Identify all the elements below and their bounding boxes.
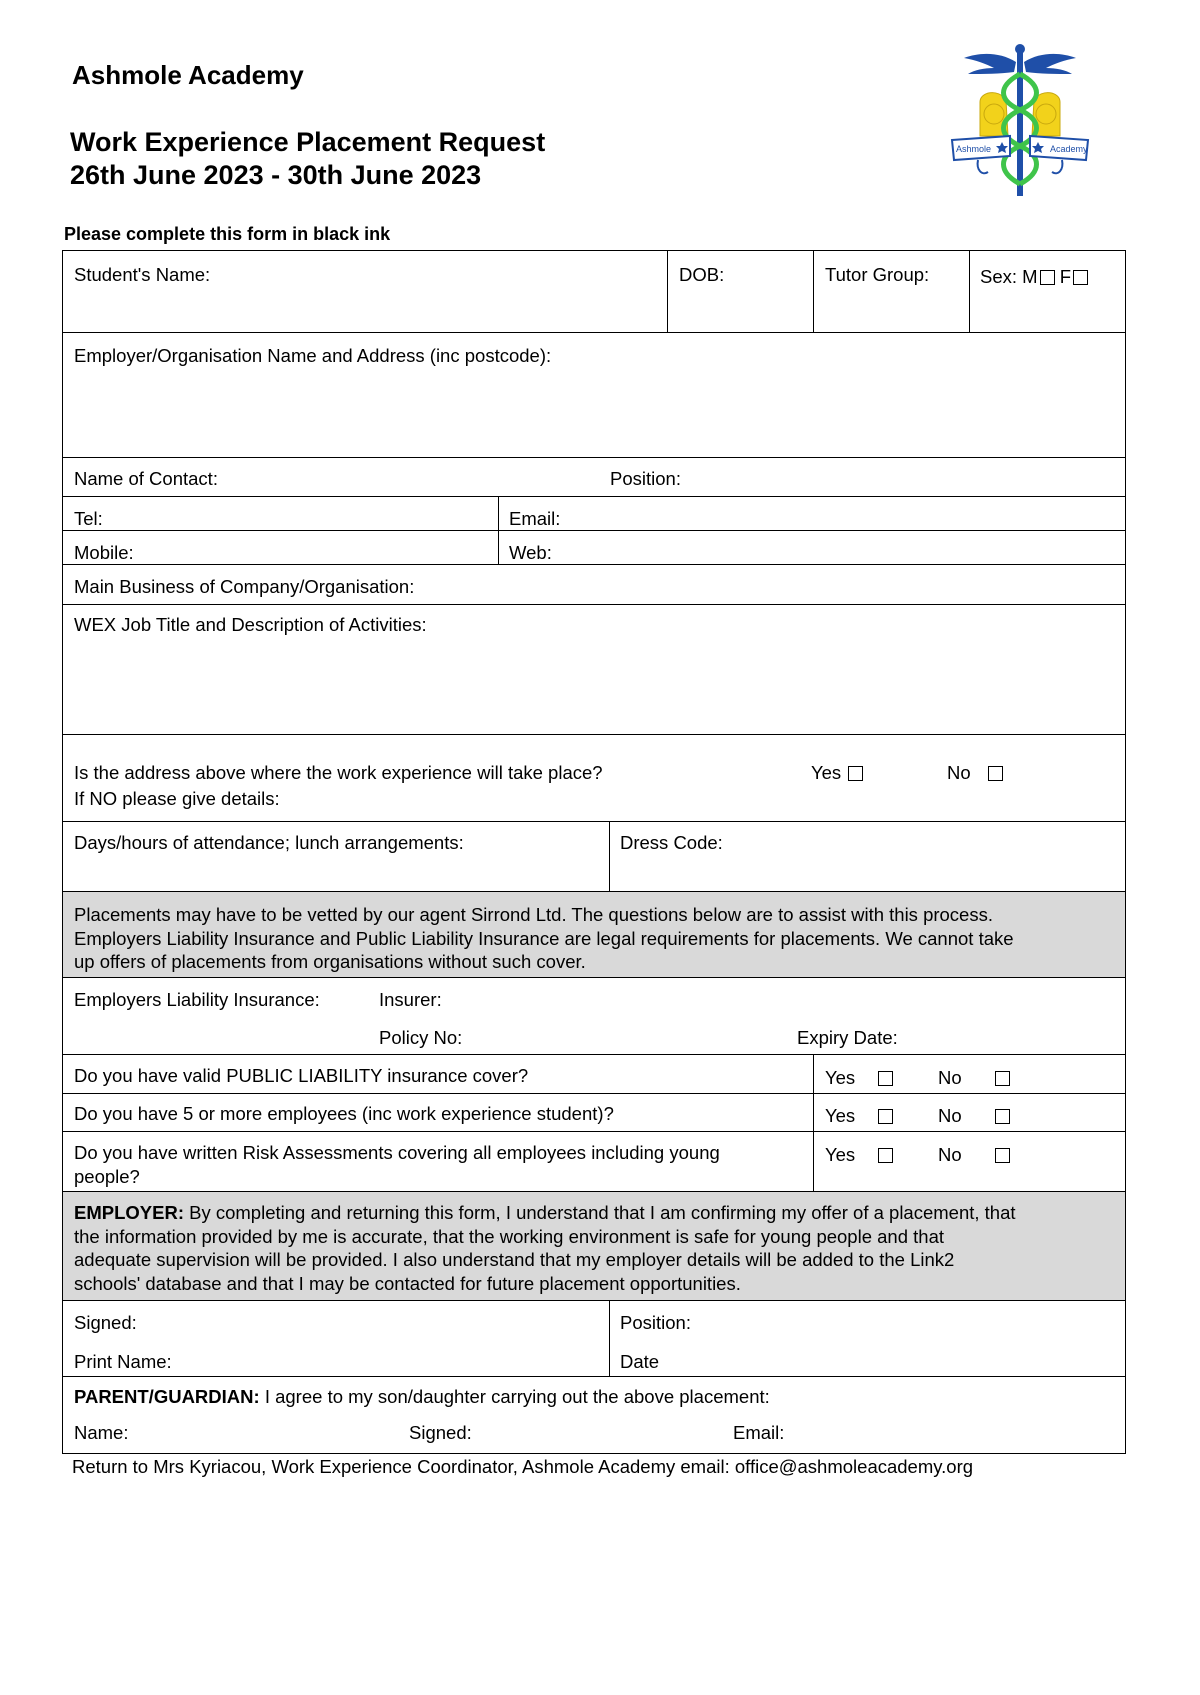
col-divider bbox=[813, 251, 814, 332]
placement-form bbox=[62, 250, 1126, 1454]
parent-lead: PARENT/GUARDIAN: bbox=[74, 1386, 260, 1407]
sex-f-label: F bbox=[1059, 266, 1072, 287]
shield-boss-left bbox=[984, 104, 1004, 124]
risk-assessment-question bbox=[74, 1141, 720, 1188]
caduceus-crest-icon bbox=[950, 44, 1090, 199]
employer-address-label: Employer/Organisation Name and Address (inc postcode): bbox=[74, 345, 552, 366]
col-divider bbox=[667, 251, 668, 332]
instruction: Please complete this form in black ink bbox=[64, 224, 391, 244]
declaration-line: schools' database and that I may be contacted for future placement opportunities. bbox=[74, 1272, 741, 1294]
yes-label: Yes bbox=[825, 1144, 856, 1165]
q3-no bbox=[938, 1143, 1010, 1166]
row-divider bbox=[63, 734, 1125, 735]
insurer-label: Insurer: bbox=[379, 989, 442, 1010]
q3-no-checkbox[interactable] bbox=[995, 1148, 1010, 1163]
declaration-lead: EMPLOYER: bbox=[74, 1202, 184, 1223]
row-divider bbox=[63, 1131, 1125, 1132]
question-line: people? bbox=[74, 1165, 140, 1187]
row-divider bbox=[63, 1054, 1125, 1055]
job-description-label: WEX Job Title and Description of Activities: bbox=[74, 614, 427, 635]
sex-field bbox=[980, 265, 1088, 288]
col-divider bbox=[609, 1300, 610, 1376]
address-no bbox=[947, 761, 1003, 784]
no-label: No bbox=[938, 1067, 962, 1088]
tutor-group-label: Tutor Group: bbox=[825, 264, 930, 285]
vetting-line: up offers of placements from organisations without such cover. bbox=[74, 951, 586, 972]
date-range: 26th June 2023 - 30th June 2023 bbox=[70, 160, 482, 190]
q1-yes bbox=[825, 1066, 893, 1089]
eli-label: Employers Liability Insurance: bbox=[74, 989, 320, 1010]
q3-yes bbox=[825, 1143, 893, 1166]
q2-no-checkbox[interactable] bbox=[995, 1109, 1010, 1124]
question-line: Do you have written Risk Assessments covering all employees including young bbox=[74, 1142, 720, 1163]
row-divider bbox=[63, 564, 1125, 565]
q1-yes-checkbox[interactable] bbox=[878, 1071, 893, 1086]
q3-yes-checkbox[interactable] bbox=[878, 1148, 893, 1163]
tel-label: Tel: bbox=[74, 508, 103, 529]
declaration-line: the information provided by me is accurate, that the working environment is safe for young people and that bbox=[74, 1225, 944, 1247]
vetting-line: Employers Liability Insurance and Public Liability Insurance are legal requirements for placements. We cannot take bbox=[74, 927, 1014, 949]
row-divider bbox=[63, 1191, 1125, 1192]
row-divider bbox=[63, 1376, 1125, 1377]
shield-boss-right bbox=[1036, 104, 1056, 124]
q2-yes bbox=[825, 1104, 893, 1127]
contact-name-label: Name of Contact: bbox=[74, 468, 218, 489]
sex-label: Sex: bbox=[980, 266, 1018, 287]
row-divider bbox=[63, 1300, 1125, 1301]
address-no-checkbox[interactable] bbox=[988, 766, 1003, 781]
row-divider bbox=[63, 891, 1125, 892]
print-name-label: Print Name: bbox=[74, 1351, 172, 1372]
contact-position-label: Position: bbox=[610, 468, 681, 489]
row-divider bbox=[63, 604, 1125, 605]
no-label: No bbox=[947, 762, 971, 783]
staff bbox=[1017, 46, 1023, 196]
mobile-label: Mobile: bbox=[74, 542, 134, 563]
q2-no bbox=[938, 1104, 1010, 1127]
row-divider bbox=[63, 457, 1125, 458]
dob-label: DOB: bbox=[679, 264, 725, 285]
address-question: Is the address above where the work experience will take place? bbox=[74, 762, 603, 783]
col-divider bbox=[813, 1054, 814, 1191]
parent-email-label: Email: bbox=[733, 1422, 785, 1443]
row-divider bbox=[63, 1093, 1125, 1094]
return-instructions: Return to Mrs Kyriacou, Work Experience Coordinator, Ashmole Academy email: office@ashmoleacademy.org bbox=[72, 1456, 974, 1477]
parent-signed-label: Signed: bbox=[409, 1422, 472, 1443]
wing-right bbox=[1024, 54, 1076, 74]
sex-m-label: M bbox=[1022, 266, 1038, 287]
address-yes bbox=[811, 761, 863, 784]
col-divider bbox=[609, 821, 610, 891]
yes-label: Yes bbox=[811, 762, 842, 783]
declaration-line: By completing and returning this form, I understand that I am confirming my offer of a placement, that bbox=[183, 1202, 1016, 1223]
vetting-line: Placements may have to be vetted by our agent Sirrond Ltd. The questions below are to assist with this process. bbox=[74, 904, 993, 925]
sex-m-checkbox[interactable] bbox=[1040, 270, 1055, 285]
if-no-details-label: If NO please give details: bbox=[74, 788, 280, 809]
parent-consent bbox=[74, 1385, 770, 1408]
wing-left bbox=[964, 54, 1016, 74]
vetting-notice bbox=[74, 903, 1014, 974]
title-line: Work Experience Placement Request bbox=[70, 127, 546, 157]
col-divider bbox=[969, 251, 970, 332]
row-divider bbox=[63, 977, 1125, 978]
policy-label: Policy No: bbox=[379, 1027, 463, 1048]
school-name: Ashmole Academy bbox=[72, 60, 304, 90]
student-name-label: Student's Name: bbox=[74, 264, 211, 285]
dress-code-label: Dress Code: bbox=[620, 832, 723, 853]
row-divider bbox=[63, 332, 1125, 333]
expiry-label: Expiry Date: bbox=[797, 1027, 898, 1048]
row-divider bbox=[63, 530, 1125, 531]
employees-question: Do you have 5 or more employees (inc work experience student)? bbox=[74, 1103, 614, 1124]
email-label: Email: bbox=[509, 508, 561, 529]
logo-text-right: Academy bbox=[1050, 144, 1088, 154]
parent-text: I agree to my son/daughter carrying out the above placement: bbox=[259, 1386, 770, 1407]
no-label: No bbox=[938, 1105, 962, 1126]
logo-text-left: Ashmole bbox=[956, 144, 992, 154]
yes-label: Yes bbox=[825, 1067, 856, 1088]
row-divider bbox=[63, 496, 1125, 497]
web-label: Web: bbox=[509, 542, 552, 563]
col-divider bbox=[498, 496, 499, 564]
banner-tail-right bbox=[1052, 160, 1062, 173]
banner-tail-left bbox=[978, 160, 988, 173]
signed-label: Signed: bbox=[74, 1312, 137, 1333]
q1-no-checkbox[interactable] bbox=[995, 1071, 1010, 1086]
q2-yes-checkbox[interactable] bbox=[878, 1109, 893, 1124]
attendance-label: Days/hours of attendance; lunch arrangements: bbox=[74, 832, 464, 853]
staff-top bbox=[1015, 44, 1025, 54]
yes-label: Yes bbox=[825, 1105, 856, 1126]
row-divider bbox=[63, 821, 1125, 822]
q1-no bbox=[938, 1066, 1010, 1089]
signatory-position-label: Position: bbox=[620, 1312, 691, 1333]
no-label: No bbox=[938, 1144, 962, 1165]
public-liability-question: Do you have valid PUBLIC LIABILITY insurance cover? bbox=[74, 1065, 529, 1086]
sex-f-checkbox[interactable] bbox=[1073, 270, 1088, 285]
declaration-line: adequate supervision will be provided. I also understand that my employer details will be added to the Link2 bbox=[74, 1249, 955, 1270]
main-business-label: Main Business of Company/Organisation: bbox=[74, 576, 415, 597]
parent-name-label: Name: bbox=[74, 1422, 129, 1443]
page-title bbox=[70, 126, 545, 192]
address-yes-checkbox[interactable] bbox=[848, 766, 863, 781]
date-label: Date bbox=[620, 1351, 660, 1372]
employer-declaration bbox=[74, 1201, 1016, 1295]
